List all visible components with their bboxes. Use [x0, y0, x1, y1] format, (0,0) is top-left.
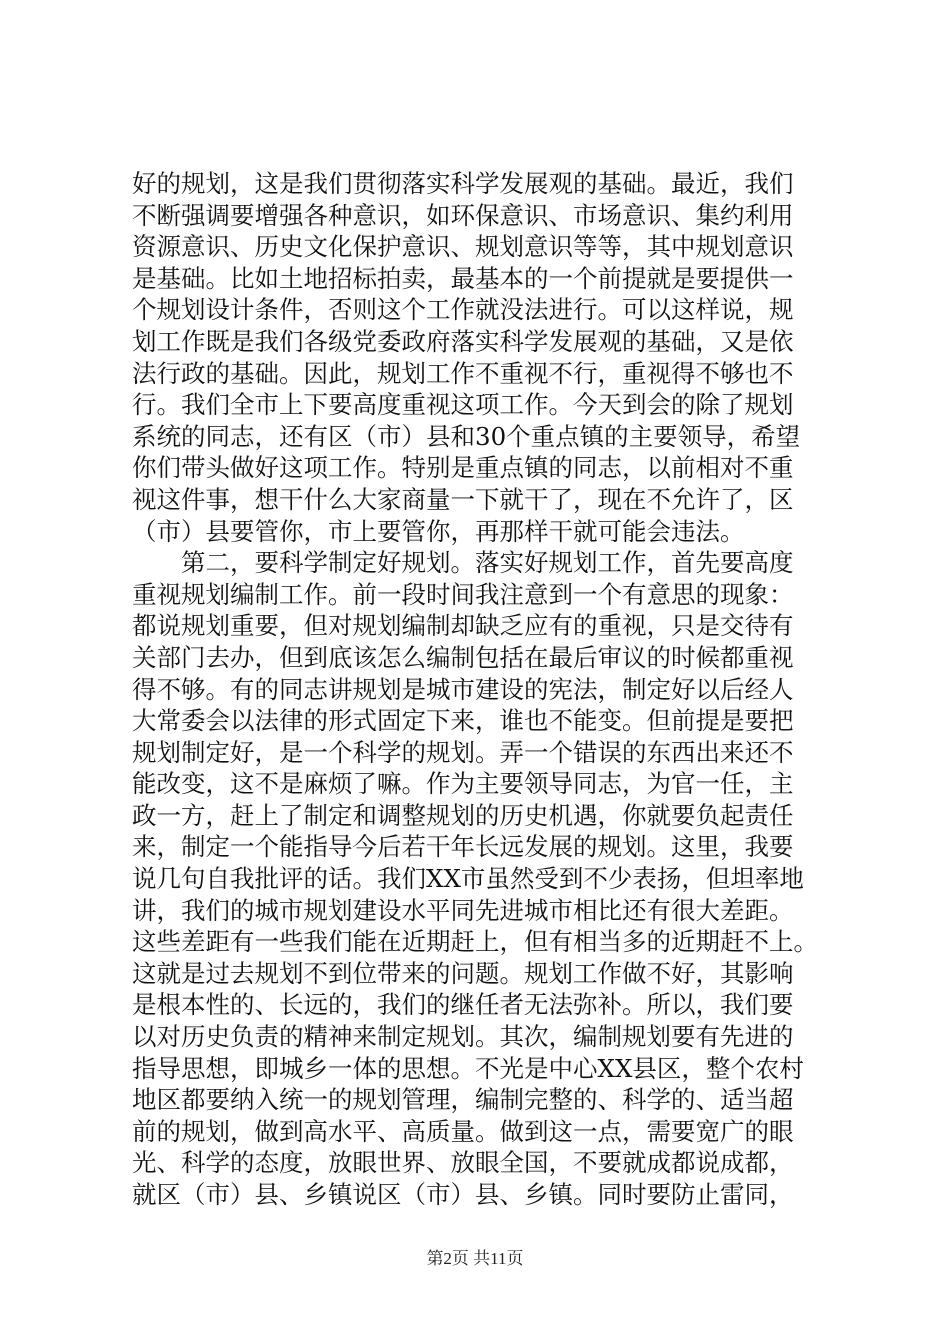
text-line: 重视规划编制工作。前一段时间我注意到一个有意思的现象： [132, 579, 794, 609]
text-line: 行。我们全市上下要高度重视这项工作。今天到会的除了规划 [132, 390, 794, 420]
text-line: 都说规划重要，但对规划编制却缺乏应有的重视，只是交待有 [132, 611, 794, 641]
text-line: 个规划设计条件，否则这个工作就没法进行。可以这样说，规 [132, 295, 794, 325]
text-line: 光、科学的态度，放眼世界、放眼全国，不要就成都说成都， [132, 1148, 794, 1178]
text-line: 地区都要纳入统一的规划管理，编制完整的、科学的、适当超 [132, 1085, 794, 1115]
text-line: 政一方，赶上了制定和调整规划的历史机遇，你就要负起责任 [132, 800, 794, 830]
text-line: 指导思想，即城乡一体的思想。不光是中心XX县区，整个农村 [132, 1053, 804, 1083]
text-line: 法行政的基础。因此，规划工作不重视不行，重视得不够也不 [132, 358, 794, 388]
text-line: 能改变，这不是麻烦了嘛。作为主要领导同志，为官一任，主 [132, 769, 794, 799]
text-line: 来，制定一个能指导今后若干年长远发展的规划。这里，我要 [132, 832, 794, 862]
text-line: 说几句自我批评的话。我们XX市虽然受到不少表扬，但坦率地 [132, 864, 804, 894]
text-line: 讲，我们的城市规划建设水平同先进城市相比还有很大差距。 [132, 895, 794, 925]
text-line: 得不够。有的同志讲规划是城市建设的宪法，制定好以后经人 [132, 674, 794, 704]
text-line: 就区（市）县、乡镇说区（市）县、乡镇。同时要防止雷同， [132, 1180, 794, 1209]
text-line: 系统的同志，还有区（市）县和30个重点镇的主要领导，希望 [132, 421, 801, 451]
text-line: 大常委会以法律的形式固定下来，谁也不能变。但前提是要把 [132, 706, 794, 736]
text-line: （市）县要管你，市上要管你，再那样干就可能会违法。 [132, 516, 745, 546]
text-line: 前的规划，做到高水平、高质量。做到这一点，需要宽广的眼 [132, 1116, 794, 1146]
text-line: 以对历史负责的精神来制定规划。其次，编制规划要有先进的 [132, 1022, 794, 1052]
text-line: 这些差距有一些我们能在近期赶上，但有相当多的近期赶不上。 [132, 927, 818, 957]
text-line: 第二，要科学制定好规划。落实好规划工作，首先要高度 [132, 548, 794, 578]
text-line: 规划制定好，是一个科学的规划。弄一个错误的东西出来还不 [132, 737, 794, 767]
text-line: 关部门去办，但到底该怎么编制包括在最后审议的时候都重视 [132, 642, 794, 672]
page-number-footer: 第2页 共11页 [426, 1249, 524, 1268]
document-body [132, 168, 832, 1211]
text-line: 是根本性的、长远的，我们的继任者无法弥补。所以，我们要 [132, 990, 794, 1020]
text-line: 你们带头做好这项工作。特别是重点镇的同志，以前相对不重 [132, 453, 794, 483]
text-line: 是基础。比如土地招标拍卖，最基本的一个前提就是要提供一 [132, 263, 794, 293]
text-line: 好的规划，这是我们贯彻落实科学发展观的基础。最近，我们 [132, 169, 794, 198]
text-line: 视这件事，想干什么大家商量一下就干了，现在不允许了，区 [132, 484, 794, 514]
text-line: 资源意识、历史文化保护意识、规划意识等等，其中规划意识 [132, 232, 794, 262]
text-line: 这就是过去规划不到位带来的问题。规划工作做不好，其影响 [132, 958, 794, 988]
text-line: 划工作既是我们各级党委政府落实科学发展观的基础，又是依 [132, 326, 794, 356]
text-line: 不断强调要增强各种意识，如环保意识、市场意识、集约利用 [132, 200, 794, 230]
